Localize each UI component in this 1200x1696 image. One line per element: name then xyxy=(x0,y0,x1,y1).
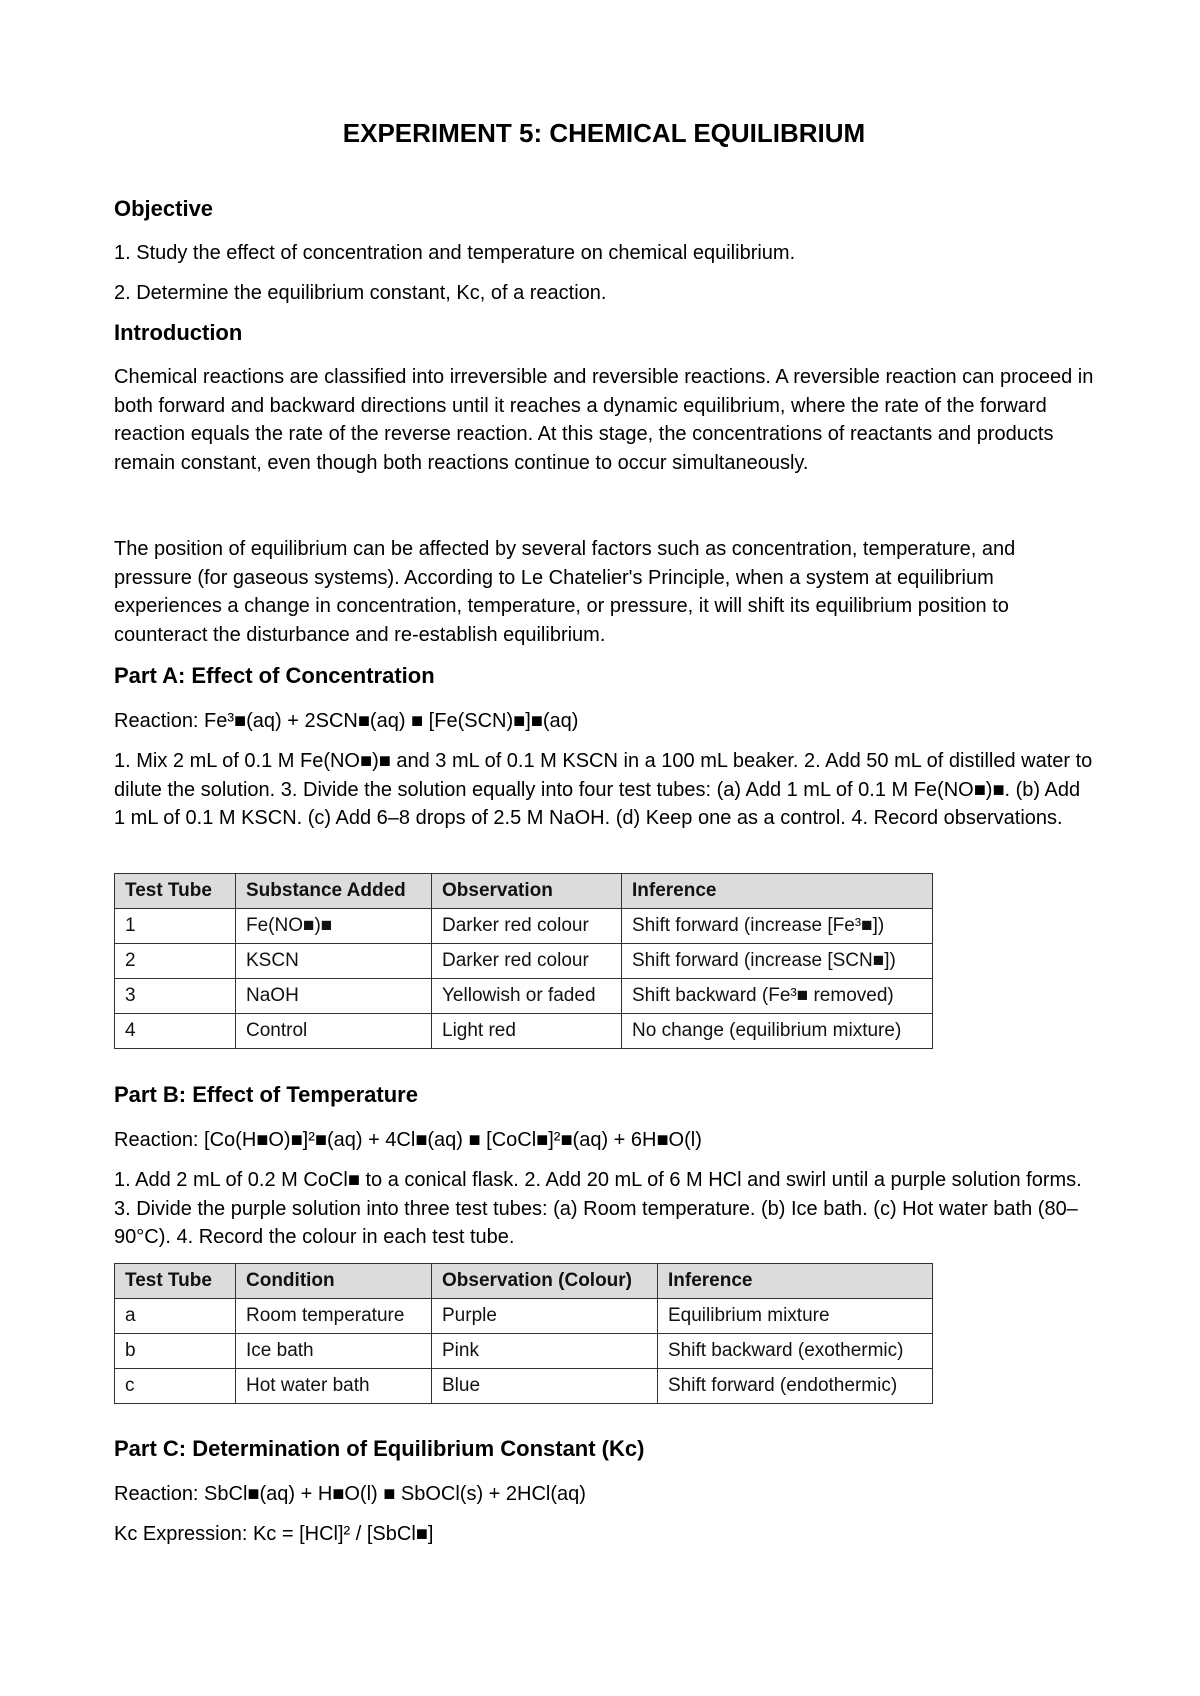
page-title: EXPERIMENT 5: CHEMICAL EQUILIBRIUM xyxy=(342,118,866,148)
column-header: Observation xyxy=(432,874,622,909)
column-header: Test Tube xyxy=(115,874,236,909)
part-c-heading: Part C: Determination of Equilibrium Constant (Kc) xyxy=(114,1436,645,1461)
table-cell: Shift forward (increase [SCN■]) xyxy=(622,944,933,979)
part-b-table xyxy=(114,1263,933,1404)
table-cell: b xyxy=(115,1334,236,1369)
part-c-kc-expression: Kc Expression: Kc = [HCl]² / [SbCl■] xyxy=(114,1523,434,1545)
table-cell: Shift forward (increase [Fe³■]) xyxy=(622,909,933,944)
part-a-table xyxy=(114,873,933,1049)
part-a-reaction: Reaction: Fe³■(aq) + 2SCN■(aq) ■ [Fe(SCN)■]■(aq) xyxy=(114,710,579,732)
table-cell: Shift backward (Fe³■ removed) xyxy=(622,979,933,1014)
table-cell: 1 xyxy=(115,909,236,944)
table-header-row xyxy=(115,874,933,909)
table-cell: 4 xyxy=(115,1014,236,1049)
column-header: Condition xyxy=(236,1264,432,1299)
table-cell: NaOH xyxy=(236,979,432,1014)
table-cell: Room temperature xyxy=(236,1299,432,1334)
table-row xyxy=(115,1299,933,1334)
table-cell: Fe(NO■)■ xyxy=(236,909,432,944)
part-b-procedure: 1. Add 2 mL of 0.2 M CoCl■ to a conical flask. 2. Add 20 mL of 6 M HCl and swirl until a purple solution forms. 3. Divide the purple solution into three test tubes: (a) Room temperature. (b) Ice bath. (c) Hot water bath (80–90°C). 4. Record the colour in each test tube. xyxy=(114,1169,1082,1248)
table-cell: Control xyxy=(236,1014,432,1049)
table-row xyxy=(115,1334,933,1369)
table-cell: 3 xyxy=(115,979,236,1014)
table-cell: Pink xyxy=(432,1334,658,1369)
table-cell: Yellowish or faded xyxy=(432,979,622,1014)
column-header: Substance Added xyxy=(236,874,432,909)
table-cell: Blue xyxy=(432,1369,658,1404)
table-row xyxy=(115,1369,933,1404)
table-cell: Light red xyxy=(432,1014,622,1049)
table-cell: Darker red colour xyxy=(432,909,622,944)
table-cell: Purple xyxy=(432,1299,658,1334)
part-b-reaction: Reaction: [Co(H■O)■]²■(aq) + 4Cl■(aq) ■ [CoCl■]²■(aq) + 6H■O(l) xyxy=(114,1129,702,1151)
objective-item-2: 2. Determine the equilibrium constant, Kc, of a reaction. xyxy=(114,282,607,304)
table-cell: Shift forward (endothermic) xyxy=(658,1369,933,1404)
part-b-heading: Part B: Effect of Temperature xyxy=(114,1082,418,1107)
objective-heading: Objective xyxy=(114,196,214,221)
column-header: Inference xyxy=(622,874,933,909)
column-header: Observation (Colour) xyxy=(432,1264,658,1299)
table-cell: Ice bath xyxy=(236,1334,432,1369)
table-header-row xyxy=(115,1264,933,1299)
table-cell: No change (equilibrium mixture) xyxy=(622,1014,933,1049)
part-a-procedure: 1. Mix 2 mL of 0.1 M Fe(NO■)■ and 3 mL of 0.1 M KSCN in a 100 mL beaker. 2. Add 50 mL of distilled water to dilute the solution. 3. Divide the solution equally into four test tubes: (a) Add 1 mL of 0.1 M Fe(NO■)■. (b) Add 1 mL of 0.1 M KSCN. (c) Add 6–8 drops of 2.5 M NaOH. (d) Keep one as a control. 4. Record observations. xyxy=(114,750,1093,829)
table-cell: 2 xyxy=(115,944,236,979)
introduction-heading: Introduction xyxy=(114,320,243,345)
introduction-paragraph-1: Chemical reactions are classified into irreversible and reversible reactions. A reversible reaction can proceed in both forward and backward directions until it reaches a dynamic equilibrium, where the rate of the forward reaction equals the rate of the reverse reaction. At this stage, the concentrations of reactants and products remain constant, even though both reactions continue to occur simultaneously. xyxy=(114,366,1094,474)
objective-item-1: 1. Study the effect of concentration and temperature on chemical equilibrium. xyxy=(114,242,796,264)
column-header: Inference xyxy=(658,1264,933,1299)
part-a-heading: Part A: Effect of Concentration xyxy=(114,663,435,688)
column-header: Test Tube xyxy=(115,1264,236,1299)
table-cell: a xyxy=(115,1299,236,1334)
table-row xyxy=(115,1014,933,1049)
table-cell: c xyxy=(115,1369,236,1404)
table-row xyxy=(115,979,933,1014)
table-cell: Equilibrium mixture xyxy=(658,1299,933,1334)
table-row xyxy=(115,944,933,979)
part-c-reaction: Reaction: SbCl■(aq) + H■O(l) ■ SbOCl(s) + 2HCl(aq) xyxy=(114,1483,586,1505)
table-cell: KSCN xyxy=(236,944,432,979)
introduction-paragraph-2: The position of equilibrium can be affected by several factors such as concentration, temperature, and pressure (for gaseous systems). According to Le Chatelier's Principle, when a system at equilibrium experiences a change in concentration, temperature, or pressure, it will shift its equilibrium position to counteract the disturbance and re-establish equilibrium. xyxy=(114,538,1016,646)
table-cell: Darker red colour xyxy=(432,944,622,979)
table-cell: Hot water bath xyxy=(236,1369,432,1404)
table-cell: Shift backward (exothermic) xyxy=(658,1334,933,1369)
table-row xyxy=(115,909,933,944)
